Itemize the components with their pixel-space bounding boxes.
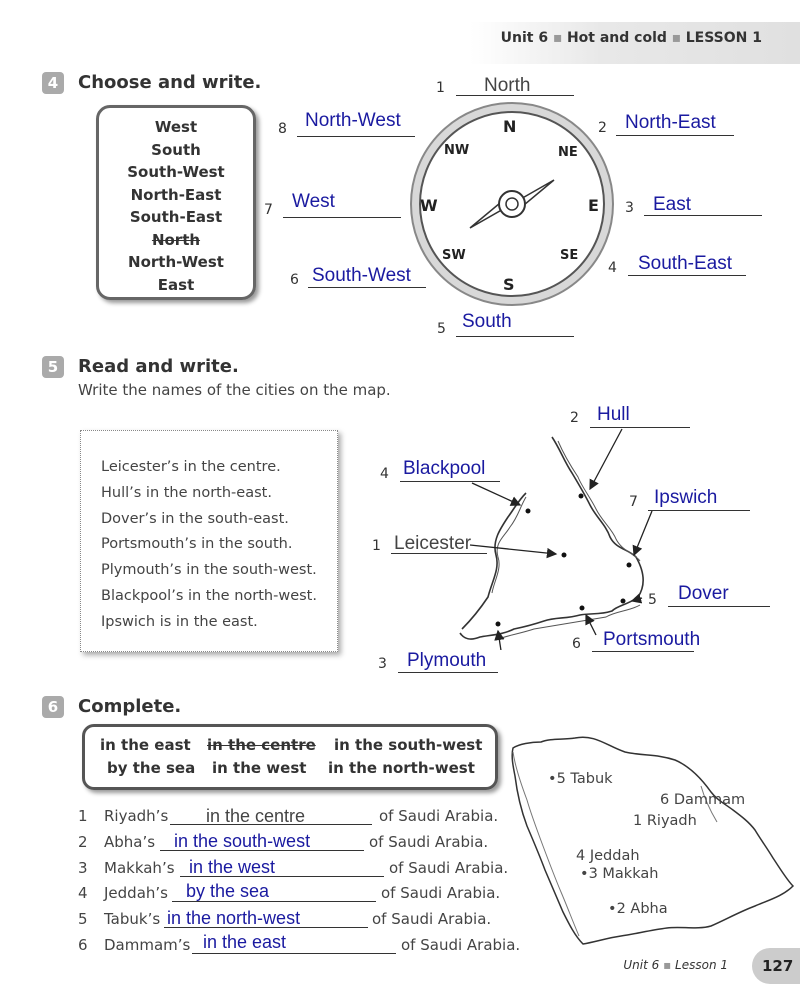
ex5-answer-7: Ipswich [654,487,718,508]
ex6-answer: by the sea [186,881,270,901]
ex5-num-7: 7 [629,494,638,510]
ex6-subject: Dammam’s [104,936,191,954]
ex5-answer-6: Portsmouth [603,629,701,650]
exercise-5-number: 5 [42,356,64,378]
phrase-item: by the sea [107,759,196,777]
ex4-answer-8: North-West [305,110,401,131]
ex5-answer-3: Plymouth [407,650,487,671]
ex6-num: 5 [78,910,88,928]
ex6-num: 1 [78,807,88,825]
word-box [96,105,256,300]
answer-line [398,672,498,673]
answer-line [400,481,500,482]
compass-ne: NE [558,145,578,160]
ex5-num-4: 4 [380,466,389,482]
answer-line [590,427,690,428]
word-item: West [154,118,198,136]
city-dot [621,599,626,604]
answer-line [592,651,694,652]
reading-sentence: Hull’s in the north-east. [101,484,272,501]
answer-line [456,336,574,337]
ex6-subject: Jeddah’s [104,884,168,902]
reading-sentence: Leicester’s in the centre. [101,459,281,475]
answer-line [668,606,770,607]
ex6-end: of Saudi Arabia. [379,807,499,825]
ex6-subject: Riyadh’s [104,807,169,825]
ex4-answer-7: West [292,191,335,212]
reading-sentence: Plymouth’s in the south-west. [101,562,317,579]
ex4-answer-5: South [462,311,512,332]
map-city-makkah: •3 Makkah [580,866,659,882]
ex4-answer-3: East [653,194,692,215]
compass-sw: SW [442,248,466,263]
exercise-5-title: Read and write. [78,356,239,377]
coastline-inner [492,441,640,639]
ex5-num-3: 3 [378,656,387,672]
ex4-num-1: 1 [436,80,445,96]
reading-text-box [80,430,338,652]
ex6-num: 4 [78,884,88,902]
ex5-answer-1: Leicester [394,533,472,554]
ex4-num-8: 8 [278,121,287,137]
ex4-answer-6: South-West [312,265,411,286]
answer-line [192,953,396,954]
city-dot [579,494,584,499]
ex6-end: of Saudi Arabia. [381,884,501,902]
ex6-subject: Tabuk’s [104,910,161,928]
answer-line [648,510,750,511]
phrase-item: in the north-west [328,759,475,777]
ex6-answer: in the centre [206,806,306,826]
ex6-subject: Abha’s [104,833,156,851]
compass-e: E [588,196,599,215]
ex5-num-6: 6 [572,636,581,652]
phrase-item: in the west [212,759,307,777]
word-item: South [151,140,201,159]
reading-sentence: Ipswich is in the east. [101,613,258,630]
ex4-num-6: 6 [290,272,299,288]
compass-w: W [420,196,438,215]
compass-s: S [503,275,515,294]
footer-label: Unit 6 ▪ Lesson 1 [623,958,728,972]
ex6-end: of Saudi Arabia. [369,833,489,851]
ex6-num: 3 [78,859,88,877]
word-item: North-East [130,185,222,204]
exercise-5-instruction: Write the names of the cities on the map. [78,381,391,399]
ex5-answer-4: Blackpool [403,458,486,479]
arrow-ipswich [634,511,652,555]
ex6-end: of Saudi Arabia. [401,936,521,954]
word-item: North-West [128,253,224,271]
answer-line [297,136,415,137]
word-item-crossed: North [151,230,201,249]
ex4-num-7: 7 [264,202,273,218]
map-city-riyadh: 1 Riyadh [633,813,697,829]
answer-line [616,135,734,136]
map-city-jeddah: 4 Jeddah [576,848,640,864]
map-city-dammam: 6 Dammam [660,792,746,808]
exercise-4-number: 4 [42,72,64,94]
unit-label: Unit 6 [500,30,549,46]
arrow-hull [590,429,622,489]
ex6-answer: in the west [189,857,276,877]
answer-line [283,217,401,218]
ex5-num-2: 2 [570,410,579,426]
reading-sentence: Dover’s in the south-east. [101,510,289,527]
ex6-answer: in the east [203,932,287,952]
ex4-answer-4: South-East [638,253,732,274]
compass-nw: NW [444,143,470,158]
unit-header: Unit 6 ▪ Hot and cold ▪ LESSON 1 [500,30,762,46]
ex4-num-3: 3 [625,200,634,216]
reading-sentence: Portsmouth’s in the south. [101,536,293,553]
phrase-item: in the east [100,736,191,754]
answer-line [308,287,426,288]
city-dot [496,622,501,627]
ex6-num: 2 [78,833,88,851]
ex5-num-1: 1 [372,538,381,554]
ex4-answer-2: North-East [625,112,716,133]
phrase-item-crossed: in the centre [207,736,316,754]
word-item: East [157,275,195,294]
word-item: South-West [127,163,225,181]
topic-label: Hot and cold [566,30,667,46]
ex4-num-4: 4 [608,260,617,276]
compass-n: N [503,117,517,136]
ex6-end: of Saudi Arabia. [389,859,509,877]
city-dot [580,606,585,611]
ex6-num: 6 [78,936,88,954]
ex4-answer-1: North [484,75,531,96]
ex6-end: of Saudi Arabia. [372,910,492,928]
city-dot [627,563,632,568]
arrow-blackpool [472,483,520,505]
ex4-num-5: 5 [437,321,446,337]
map-city-abha: •2 Abha [608,901,668,917]
ex5-answer-5: Dover [678,583,729,604]
arrow-portsmouth [586,615,596,635]
phrase-box [82,724,498,790]
page-number: 127 [752,948,800,984]
ex6-answer: in the north-west [167,908,301,928]
ex4-num-2: 2 [598,120,607,136]
saudi-map [505,730,800,950]
ex6-answer: in the south-west [174,831,311,851]
phrase-item: in the south-west [334,736,483,754]
word-item: South-East [129,208,223,226]
city-dot [562,553,567,558]
map-city-tabuk: •5 Tabuk [548,771,613,787]
exercise-6-number: 6 [42,696,64,718]
city-dot [526,509,531,514]
compass-se: SE [560,248,579,263]
coastline-west [462,493,526,629]
ex6-subject: Makkah’s [104,859,175,877]
answer-line [628,275,746,276]
ex5-num-5: 5 [648,592,657,608]
exercise-4-title: Choose and write. [78,72,262,93]
exercise-6-title: Complete. [78,696,182,717]
reading-sentence: Blackpool’s in the north-west. [101,587,317,604]
lesson-label: LESSON 1 [685,30,762,46]
ex5-answer-2: Hull [597,404,630,425]
